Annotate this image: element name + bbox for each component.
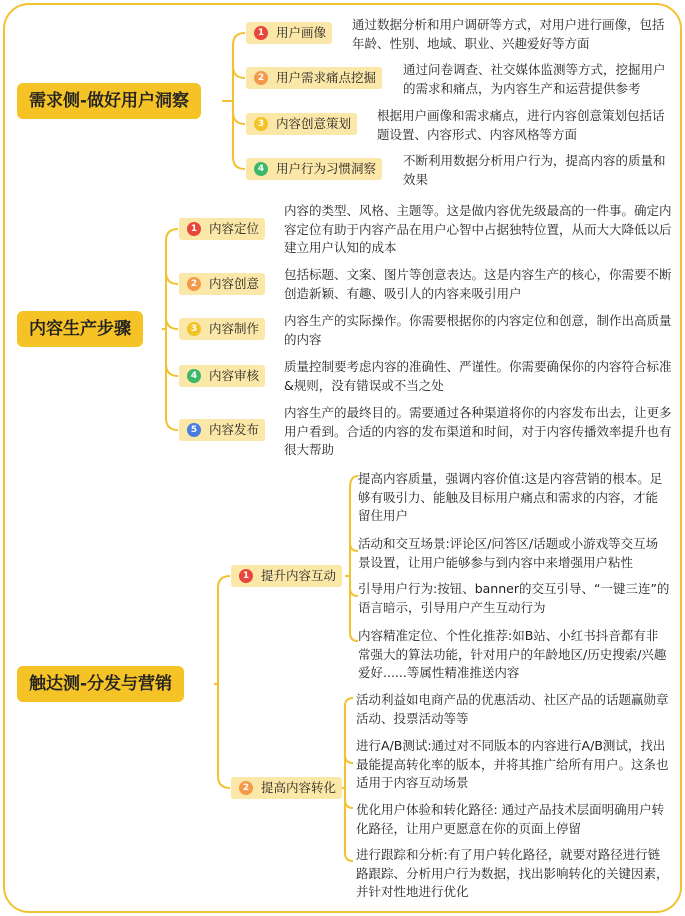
number-badge: 1: [239, 569, 253, 583]
number-badge: 4: [254, 162, 268, 176]
sub-node-label: 提高内容转化: [261, 780, 337, 795]
desc-interaction-quality: 提高内容质量，强调内容价值:这是内容营销的根本。足够有吸引力、能触及目标用户痛点和需求的内容，才能留住用户: [358, 471, 663, 523]
sub-node-production: [179, 318, 265, 340]
sub-node-interaction: [231, 565, 342, 587]
main-node-demand: 需求侧-做好用户洞察: [17, 83, 201, 119]
desc-conversion-tracking: 进行跟踪和分析:有了用户转化路径，就要对路径进行链路跟踪、分析用户行为数据，找出影响转化的关键因素，并针对性地进行优化: [356, 847, 669, 899]
sub-node-label: 用户画像: [276, 25, 327, 40]
sub-node-label: 提升内容互动: [261, 568, 337, 583]
sub-node-label: 内容发布: [209, 422, 260, 437]
sub-node-label: 内容定位: [209, 221, 260, 236]
desc-conversion-abtest: 进行A/B测试:通过对不同版本的内容进行A/B测试，找出最能提高转化率的版本，并将其推广给所有用户。这条也适用于内容互动场景: [356, 738, 669, 790]
desc-interaction-guide: 引导用户行为:按钮、banner的交互引导、“一键三连”的语言暗示，引导用户产生互动行为: [358, 581, 670, 615]
number-badge: 3: [254, 117, 268, 131]
desc-review: 质量控制要考虑内容的准确性、严谨性。你需要确保你的内容符合标准&规则，没有错误或不当之处: [284, 359, 672, 393]
main-node-distribution: 触达测-分发与营销: [17, 666, 184, 702]
sub-node-behavior: [246, 158, 382, 180]
sub-node-label: 用户行为习惯洞察: [276, 161, 377, 176]
sub-node-conversion: [231, 777, 342, 799]
desc-publish: 内容生产的最终目的。需要通过各种渠道将你的内容发布出去，让更多用户看到。合适的内容的发布渠道和时间，对于内容传播效率提升也有很大帮助: [284, 405, 672, 457]
sub-node-user-profile: [246, 22, 332, 44]
sub-node-label: 内容创意: [209, 276, 260, 291]
desc-creativity: 包括标题、文案、图片等创意表达。这是内容生产的核心，你需要不断创造新颖、有趣、吸引人的内容来吸引用户: [284, 267, 672, 301]
number-badge: 2: [254, 71, 268, 85]
number-badge: 1: [254, 26, 268, 40]
number-badge: 2: [187, 277, 201, 291]
sub-node-review: [179, 365, 265, 387]
sub-node-content-planning: [246, 113, 357, 135]
sub-node-creativity: [179, 273, 265, 295]
desc-user-profile: 通过数据分析和用户调研等方式，对用户进行画像，包括年龄、性别、地域、职业、兴趣爱好等方面: [352, 17, 665, 51]
desc-interaction-recommend: 内容精准定位、个性化推荐:如B站、小红书抖音都有非常强大的算法功能，针对用户的年龄地区/历史搜索/兴趣爱好......等属性精准推送内容: [358, 628, 667, 680]
sub-node-label: 用户需求痛点挖掘: [276, 70, 377, 85]
sub-node-label: 内容审核: [209, 368, 260, 383]
desc-behavior: 不断利用数据分析用户行为，提高内容的质量和效果: [403, 153, 666, 187]
desc-conversion-path: 优化用户体验和转化路径: 通过产品技术层面明确用户转化路径，让用户更愿意在你的页面上停留: [356, 802, 665, 836]
number-badge: 5: [187, 423, 201, 437]
number-badge: 4: [187, 369, 201, 383]
number-badge: 2: [239, 781, 253, 795]
number-badge: 3: [187, 322, 201, 336]
desc-production: 内容生产的实际操作。你需要根据你的内容定位和创意，制作出高质量的内容: [284, 313, 672, 347]
sub-node-label: 内容制作: [209, 321, 260, 336]
number-badge: 1: [187, 222, 201, 236]
desc-interaction-scenes: 活动和交互场景:评论区/问答区/话题或小游戏等交互场景设置，让用户能够参与到内容中来增强用户粘性: [358, 536, 659, 570]
sub-node-publish: [179, 419, 265, 441]
sub-node-pain-points: [246, 67, 382, 89]
main-node-production: 内容生产步骤: [17, 311, 143, 347]
desc-content-planning: 根据用户画像和需求痛点，进行内容创意策划包括话题设置、内容形式、内容风格等方面: [377, 108, 665, 142]
desc-positioning: 内容的类型、风格、主题等。这是做内容优先级最高的一件事。确定内容定位有助于内容产品在用户心智中占据独特位置，从而大大降低以后建立用户认知的成本: [284, 203, 672, 255]
desc-pain-points: 通过问卷调查、社交媒体监测等方式，挖掘用户的需求和痛点，为内容生产和运营提供参考: [403, 62, 666, 96]
sub-node-positioning: [179, 218, 265, 240]
sub-node-label: 内容创意策划: [276, 116, 352, 131]
desc-conversion-events: 活动利益如电商产品的优惠活动、社区产品的话题赢勋章活动、投票活动等等: [356, 692, 669, 726]
